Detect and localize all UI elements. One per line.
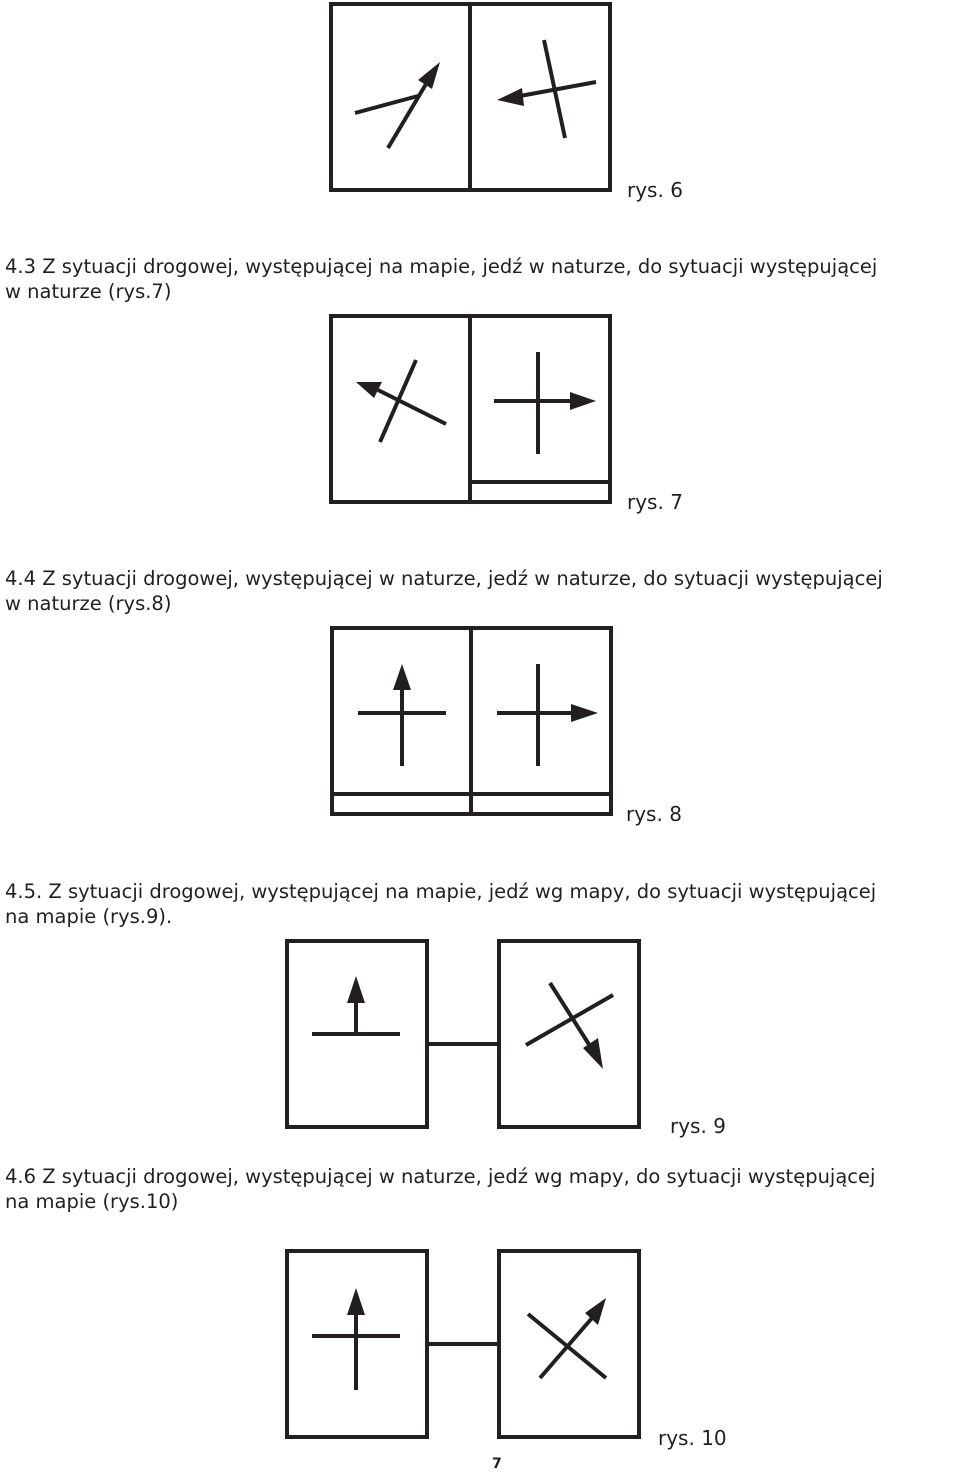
- figure-caption-rys8: rys. 8: [626, 802, 682, 826]
- figure-rys8: [332, 628, 611, 814]
- intersection-diagram: [355, 62, 440, 148]
- intersection-diagram: [358, 664, 446, 766]
- section-4-4-line-2: w naturze (rys.8): [5, 592, 172, 615]
- intersection-diagram: [494, 352, 596, 454]
- figure-caption-rys6: rys. 6: [627, 178, 683, 202]
- figure-rys7: [331, 316, 610, 502]
- intersection-diagram: [312, 1288, 400, 1390]
- figure-rys10: [287, 1251, 639, 1437]
- figure-caption-rys9: rys. 9: [670, 1114, 726, 1138]
- figure-caption-rys7: rys. 7: [627, 490, 683, 514]
- intersection-diagram: [497, 40, 596, 138]
- section-4-3-line-1: 4.3 Z sytuacji drogowej, występującej na mapie, jedź w naturze, do sytuacji występującej: [5, 255, 878, 278]
- section-4-6-line-2: na mapie (rys.10): [5, 1190, 179, 1213]
- intersection-diagram: [497, 664, 598, 766]
- figure-caption-rys10: rys. 10: [658, 1426, 727, 1450]
- figure-rys6: [331, 4, 610, 190]
- intersection-diagram: [526, 983, 613, 1069]
- section-4-4-line-1: 4.4 Z sytuacji drogowej, występującej w naturze, jedź w naturze, do sytuacji występującej: [5, 567, 883, 590]
- section-4-5-line-2: na mapie (rys.9).: [5, 905, 173, 928]
- page-number: 7: [492, 1456, 502, 1472]
- frame-box: [499, 941, 639, 1127]
- section-4-5-line-1: 4.5. Z sytuacji drogowej, występującej na mapie, jedź wg mapy, do sytuacji występującej: [5, 880, 877, 903]
- section-4-3-line-2: w naturze (rys.7): [5, 280, 172, 303]
- figure-rys9: [287, 941, 639, 1127]
- intersection-diagram: [356, 360, 446, 442]
- intersection-diagram: [528, 1298, 606, 1378]
- intersection-diagram: [312, 976, 400, 1034]
- section-4-6-line-1: 4.6 Z sytuacji drogowej, występującej w naturze, jedź wg mapy, do sytuacji występującej: [5, 1165, 876, 1188]
